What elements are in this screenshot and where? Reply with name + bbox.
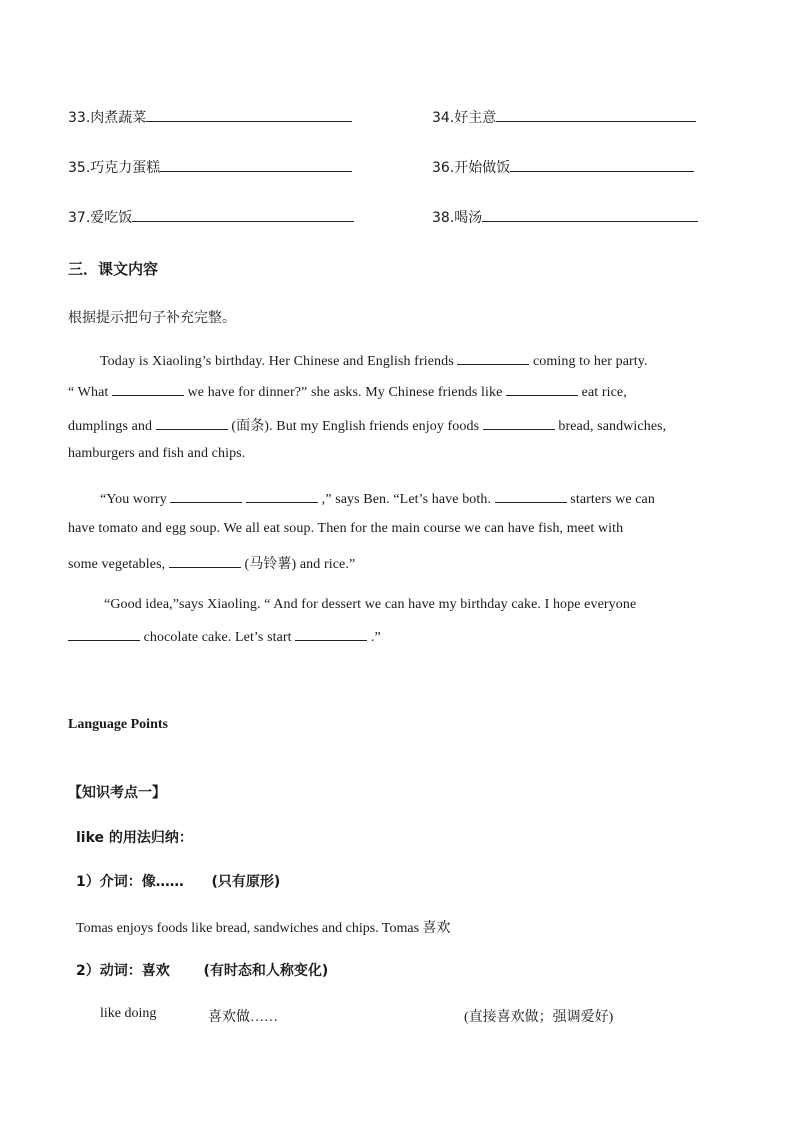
blank[interactable]: [495, 490, 567, 503]
passage-text: coming to her party.: [529, 354, 648, 369]
usage-item-1: [76, 871, 280, 891]
like-usage-title: like 的用法归纳：: [76, 830, 193, 846]
answer-line[interactable]: [160, 157, 352, 172]
blank[interactable]: [483, 417, 555, 430]
passage-line: [68, 383, 627, 401]
section-instruction: 根据提示把句子补充完整。: [68, 310, 236, 326]
vocab-label: 36.开始做饭: [432, 160, 511, 176]
passage-line: [68, 628, 381, 646]
vocab-label: 37.爱吃饭: [68, 210, 133, 226]
usage-note: (有时态和人称变化): [203, 963, 329, 979]
passage-text: ,” says Ben. “Let’s have both.: [318, 492, 495, 507]
passage-text: “You worry: [100, 492, 171, 507]
vocab-item-36: [432, 157, 694, 177]
vocab-label: 34.好主意: [432, 110, 497, 126]
passage-text: starters we can: [566, 492, 655, 507]
usage-label: 2）动词：喜欢: [76, 963, 170, 979]
language-points-title: Language Points: [68, 717, 168, 732]
section-title: 三．课文内容: [68, 260, 159, 278]
blank[interactable]: [156, 417, 228, 430]
passage-line: “Good idea,”says Xiaoling. “ And for dessert we can have my birthday cake. I hope everyone: [104, 597, 637, 612]
blank[interactable]: [112, 383, 184, 396]
answer-line[interactable]: [482, 207, 698, 222]
vocab-item-37: [68, 207, 354, 227]
vocab-item-38: [432, 207, 698, 227]
passage-line: [100, 352, 648, 370]
answer-line[interactable]: [496, 107, 696, 122]
blank[interactable]: [170, 490, 242, 503]
like-doing-meaning: 喜欢做……: [208, 1010, 278, 1025]
passage-text: Today is Xiaoling’s birthday. Her Chinese and English friends: [100, 354, 458, 369]
passage-text: (马铃薯) and rice.”: [240, 557, 356, 572]
vocab-item-35: [68, 157, 352, 177]
blank[interactable]: [295, 628, 367, 641]
knowledge-point-heading: 【知识考点一】: [68, 785, 166, 801]
passage-line: [68, 415, 666, 435]
usage-note: (只有原形): [211, 874, 281, 890]
blank[interactable]: [457, 352, 529, 365]
blank[interactable]: [246, 490, 318, 503]
usage-example: Tomas enjoys foods like bread, sandwiches and chips. Tomas 喜欢: [76, 921, 451, 936]
passage-line: hamburgers and fish and chips.: [68, 446, 246, 461]
passage-text: we have for dinner?” she asks. My Chinese friends like: [183, 385, 507, 400]
vocab-item-34: [432, 107, 696, 127]
vocab-item-33: [68, 107, 352, 127]
passage-text: (面条). But my English friends enjoy foods: [227, 419, 483, 434]
passage-text: eat rice,: [578, 385, 627, 400]
passage-text: .”: [367, 630, 381, 645]
vocab-label: 38.喝汤: [432, 210, 483, 226]
blank[interactable]: [68, 628, 140, 641]
vocab-label: 33.肉煮蔬菜: [68, 110, 147, 126]
usage-label: 1）介词：像……: [76, 874, 184, 890]
passage-text: dumplings and: [68, 419, 156, 434]
passage-line: [68, 553, 355, 573]
answer-line[interactable]: [146, 107, 352, 122]
passage-text: “ What: [68, 385, 112, 400]
passage-text: some vegetables,: [68, 557, 169, 572]
answer-line[interactable]: [132, 207, 354, 222]
passage-line: have tomato and egg soup. We all eat soup. Then for the main course we can have fish, meet with: [68, 521, 624, 536]
vocab-label: 35.巧克力蛋糕: [68, 160, 161, 176]
passage-line: [100, 490, 655, 508]
blank[interactable]: [169, 555, 241, 568]
answer-line[interactable]: [510, 157, 694, 172]
blank[interactable]: [506, 383, 578, 396]
usage-item-2: [76, 960, 328, 980]
like-doing-term: like doing: [100, 1006, 157, 1021]
passage-text: chocolate cake. Let’s start: [140, 630, 296, 645]
like-doing-note: (直接喜欢做；强调爱好): [464, 1010, 614, 1025]
passage-text: bread, sandwiches,: [554, 419, 667, 434]
